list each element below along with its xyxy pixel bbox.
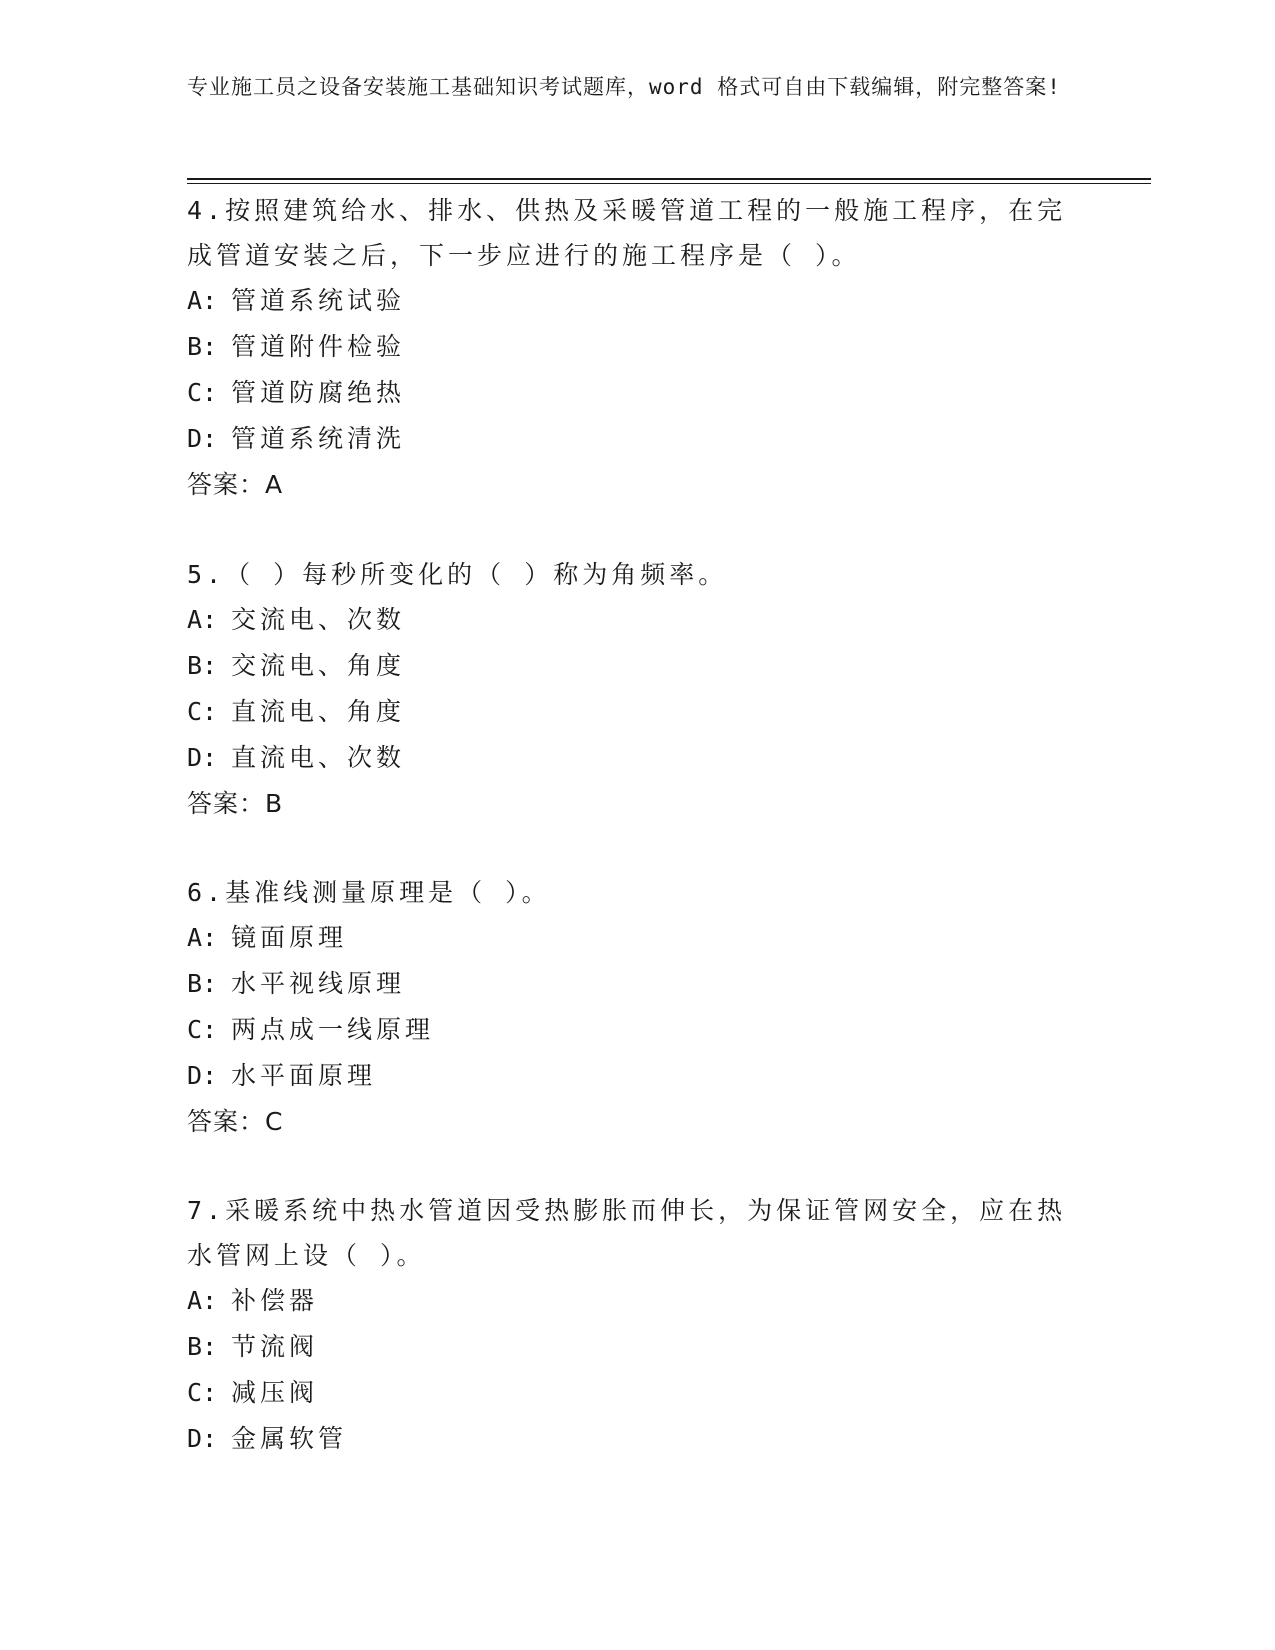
option-label: A: xyxy=(187,605,218,634)
option-c xyxy=(187,1007,1087,1053)
option-c xyxy=(187,370,1087,416)
option-label: B: xyxy=(187,651,218,680)
option-text: 水平面原理 xyxy=(231,1061,377,1090)
option-label: D: xyxy=(187,1061,218,1090)
option-text: 镜面原理 xyxy=(231,923,348,952)
option-b xyxy=(187,324,1087,370)
option-label: D: xyxy=(187,1424,218,1453)
header-divider-thin xyxy=(187,183,1151,184)
option-a xyxy=(187,278,1087,324)
option-label: C: xyxy=(187,1015,218,1044)
option-label: C: xyxy=(187,697,218,726)
option-text: 节流阀 xyxy=(231,1332,319,1361)
option-label: B: xyxy=(187,969,218,998)
option-label: C: xyxy=(187,1378,218,1407)
option-a xyxy=(187,915,1087,961)
question-stem: 6.基准线测量原理是（ ）。 xyxy=(187,878,551,907)
question-stem: 5.（ ）每秒所变化的（ ）称为角频率。 xyxy=(187,560,728,589)
option-b xyxy=(187,961,1087,1007)
question-7 xyxy=(187,1188,1087,1462)
option-label: B: xyxy=(187,332,218,361)
option-label: A: xyxy=(187,286,218,315)
option-d xyxy=(187,416,1087,462)
option-label: A: xyxy=(187,923,218,952)
option-text: 金属软管 xyxy=(231,1424,348,1453)
question-4 xyxy=(187,188,1087,508)
option-d xyxy=(187,735,1087,781)
option-text: 水平视线原理 xyxy=(231,969,406,998)
answer-line: 答案：C xyxy=(187,1107,284,1136)
document-title: 专业施工员之设备安装施工基础知识考试题库，word 格式可自由下载编辑，附完整答案! xyxy=(187,75,1061,99)
option-c xyxy=(187,689,1087,735)
option-text: 管道防腐绝热 xyxy=(231,378,406,407)
option-label: B: xyxy=(187,1332,218,1361)
option-d xyxy=(187,1053,1087,1099)
option-label: A: xyxy=(187,1286,218,1315)
option-text: 两点成一线原理 xyxy=(231,1015,435,1044)
option-text: 管道系统试验 xyxy=(231,286,406,315)
option-text: 交流电、次数 xyxy=(231,605,406,634)
option-text: 交流电、角度 xyxy=(231,651,406,680)
option-label: C: xyxy=(187,378,218,407)
option-c xyxy=(187,1370,1087,1416)
option-text: 直流电、角度 xyxy=(231,697,406,726)
option-d xyxy=(187,1416,1087,1462)
option-text: 管道系统清洗 xyxy=(231,424,406,453)
option-b xyxy=(187,1324,1087,1370)
option-label: D: xyxy=(187,743,218,772)
option-text: 管道附件检验 xyxy=(231,332,406,361)
question-6 xyxy=(187,870,1087,1145)
question-stem: 7.采暖系统中热水管道因受热膨胀而伸长，为保证管网安全，应在热水管网上设（ ）。 xyxy=(187,1196,1067,1270)
option-label: D: xyxy=(187,424,218,453)
option-text: 补偿器 xyxy=(231,1286,319,1315)
answer-line: 答案：B xyxy=(187,789,284,818)
option-a xyxy=(187,1278,1087,1324)
question-5 xyxy=(187,552,1087,827)
header-divider-thick xyxy=(187,178,1151,180)
option-b xyxy=(187,643,1087,689)
answer-line: 答案：A xyxy=(187,470,284,499)
question-stem: 4.按照建筑给水、排水、供热及采暖管道工程的一般施工程序，在完成管道安装之后，下一步应进行的施工程序是（ ）。 xyxy=(187,196,1067,270)
option-text: 直流电、次数 xyxy=(231,743,406,772)
option-text: 减压阀 xyxy=(231,1378,319,1407)
option-a xyxy=(187,597,1087,643)
